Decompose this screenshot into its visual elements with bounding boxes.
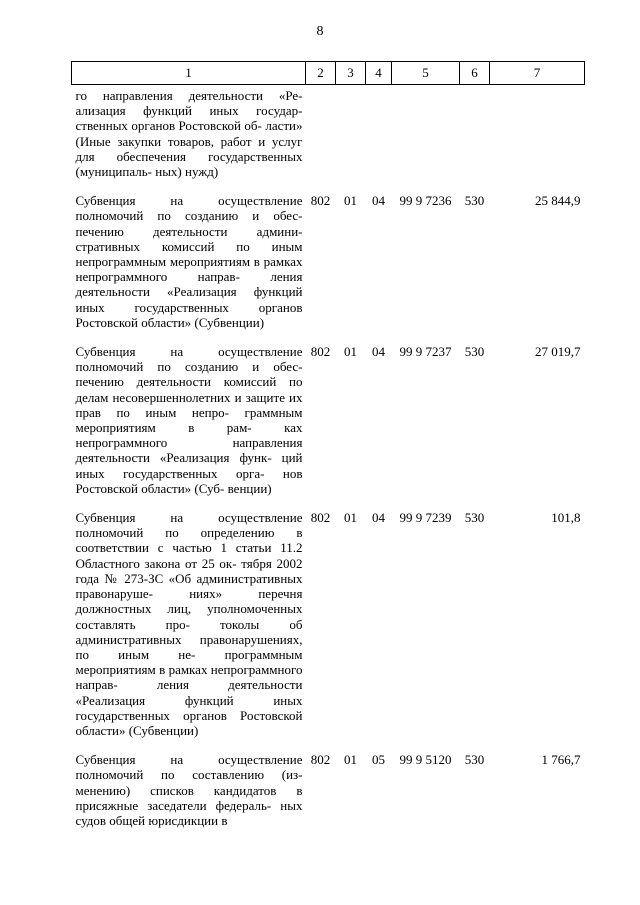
subsection-code: 04 (372, 344, 385, 360)
description-line: функций иных государственных (75, 284, 303, 315)
amount (490, 85, 585, 194)
description-line: полномочий по созданию и обес- (75, 359, 303, 375)
section-code: 01 (344, 193, 357, 209)
description-line: печению деятельности админи- (75, 223, 303, 239)
description-line: (Субвенции) (194, 314, 265, 330)
expense-type-code: 530 (464, 344, 485, 360)
description-line: менению) списков кандидатов в (75, 782, 303, 798)
header-cell: 7 (490, 62, 585, 85)
description-line: (Субвенции) (128, 722, 199, 738)
ministry-code: 802 (310, 193, 331, 209)
description-line: функций иных государственных (75, 692, 303, 723)
description-line: ления деятельности «Реализация (75, 269, 303, 300)
header-cell: 1 (72, 62, 306, 85)
target-article-code: 99 9 7236 (399, 193, 452, 209)
description-line: органов Ростовской области» (75, 707, 303, 738)
description-line: го направления деятельности «Ре- (75, 88, 303, 103)
row-description (72, 193, 306, 344)
description-line: Субвенция на осуществление (75, 752, 303, 768)
table-row (72, 193, 585, 344)
description-line: полномочий по созданию и обес- (75, 208, 303, 224)
ministry-code: 802 (310, 344, 331, 360)
description-line: полномочий по определению в (75, 525, 303, 541)
target-article-code: 99 9 5120 (399, 752, 452, 768)
target-article-code: 99 9 7239 (399, 510, 452, 526)
header-cell: 3 (336, 62, 366, 85)
expense-type-code: 530 (464, 752, 485, 768)
table-row (72, 344, 585, 510)
subsection-code: 05 (372, 752, 385, 768)
budget-table (71, 61, 585, 842)
description-line: органов Ростовской области» (75, 299, 303, 330)
description-line: по делам несовершеннолетних и (75, 374, 303, 405)
description-line: Субвенция на осуществление (75, 510, 303, 526)
description-line: нов Ростовской области» (Суб- (75, 465, 303, 496)
description-line: деятельности «Реализация функ- (75, 450, 272, 466)
amount: 1 766,7 (541, 752, 581, 768)
ministry-code: 802 (310, 752, 331, 768)
description-line: 11.2 Областного закона от 25 ок- (75, 540, 303, 571)
header-cell: 2 (306, 62, 336, 85)
row-description (72, 510, 306, 752)
description-line: ления деятельности «Реализация (75, 677, 303, 708)
section-code (336, 85, 366, 194)
description-line: работ и услуг для обеспечения (75, 133, 303, 164)
section-code: 01 (344, 510, 357, 526)
description-line: граммным мероприятиям в рам- (75, 404, 303, 436)
description-line: полномочий по составлению (из- (75, 767, 303, 783)
subsection-code: 04 (372, 510, 385, 526)
description-line: ласти» (Иные закупки товаров, (75, 118, 303, 149)
page-number: 8 (316, 24, 324, 39)
description-line: рамках непрограммного направ- (75, 662, 303, 693)
expense-type-code: 530 (464, 193, 485, 209)
description-line: токолы об административных (75, 616, 303, 647)
description-line: присяжные заседатели федераль- (75, 797, 272, 813)
description-line: административных правонаруше- (75, 570, 303, 602)
table-row (72, 85, 585, 194)
description-line: непрограммным мероприятиям в (75, 254, 260, 270)
section-code: 01 (344, 344, 357, 360)
description-line: ций иных государственных орга- (75, 450, 303, 481)
description-line: венции) (227, 480, 272, 496)
table-row (72, 510, 585, 752)
table-row (72, 752, 585, 842)
row-description (72, 752, 306, 842)
description-line: стративных комиссий по иным (75, 238, 303, 254)
header-cell: 6 (460, 62, 490, 85)
target-article-code: 99 9 7237 (399, 344, 452, 360)
description-line: уполномоченных составлять про- (75, 601, 303, 632)
description-line: рамках непрограммного направ- (75, 254, 303, 285)
description-line: правонарушениях, по иным не- (75, 631, 303, 662)
description-line: программным мероприятиям в (75, 646, 303, 678)
description-line: защите их прав по иным непро- (75, 389, 303, 420)
amount: 27 019,7 (535, 344, 581, 360)
subsection-code: 04 (372, 193, 385, 209)
ministry-code: 802 (310, 510, 331, 526)
row-description (72, 85, 306, 194)
header-cell: 4 (366, 62, 392, 85)
section-code: 01 (344, 752, 357, 768)
table-body (72, 85, 585, 843)
description-line: ках непрограммного направления (75, 420, 303, 451)
amount: 25 844,9 (535, 193, 581, 209)
description-line: ниях» перечня должностных лиц, (75, 586, 303, 617)
header-row (72, 62, 585, 85)
description-line: Субвенция на осуществление (75, 344, 303, 360)
ministry-code (306, 85, 336, 194)
description-line: государственных (муниципаль- (75, 148, 303, 180)
description-line: ализация функций иных государ- (75, 103, 303, 119)
description-line: ных судов общей юрисдикции в (75, 797, 303, 828)
description-line: ных) нужд) (155, 164, 219, 180)
expense-type-code (460, 85, 490, 194)
description-line: ственных органов Ростовской об- (75, 118, 262, 134)
row-description (72, 344, 306, 510)
description-line: Субвенция на осуществление (75, 193, 303, 209)
description-line: тября 2002 года № 273-ЗС «Об (75, 555, 303, 586)
target-article-code (392, 85, 460, 194)
subsection-code (366, 85, 392, 194)
expense-type-code: 530 (464, 510, 485, 526)
amount: 101,8 (551, 510, 581, 526)
description-line: печению деятельности комиссий (75, 374, 277, 390)
description-line: соответствии с частью 1 статьи (75, 540, 272, 556)
header-cell: 5 (392, 62, 460, 85)
